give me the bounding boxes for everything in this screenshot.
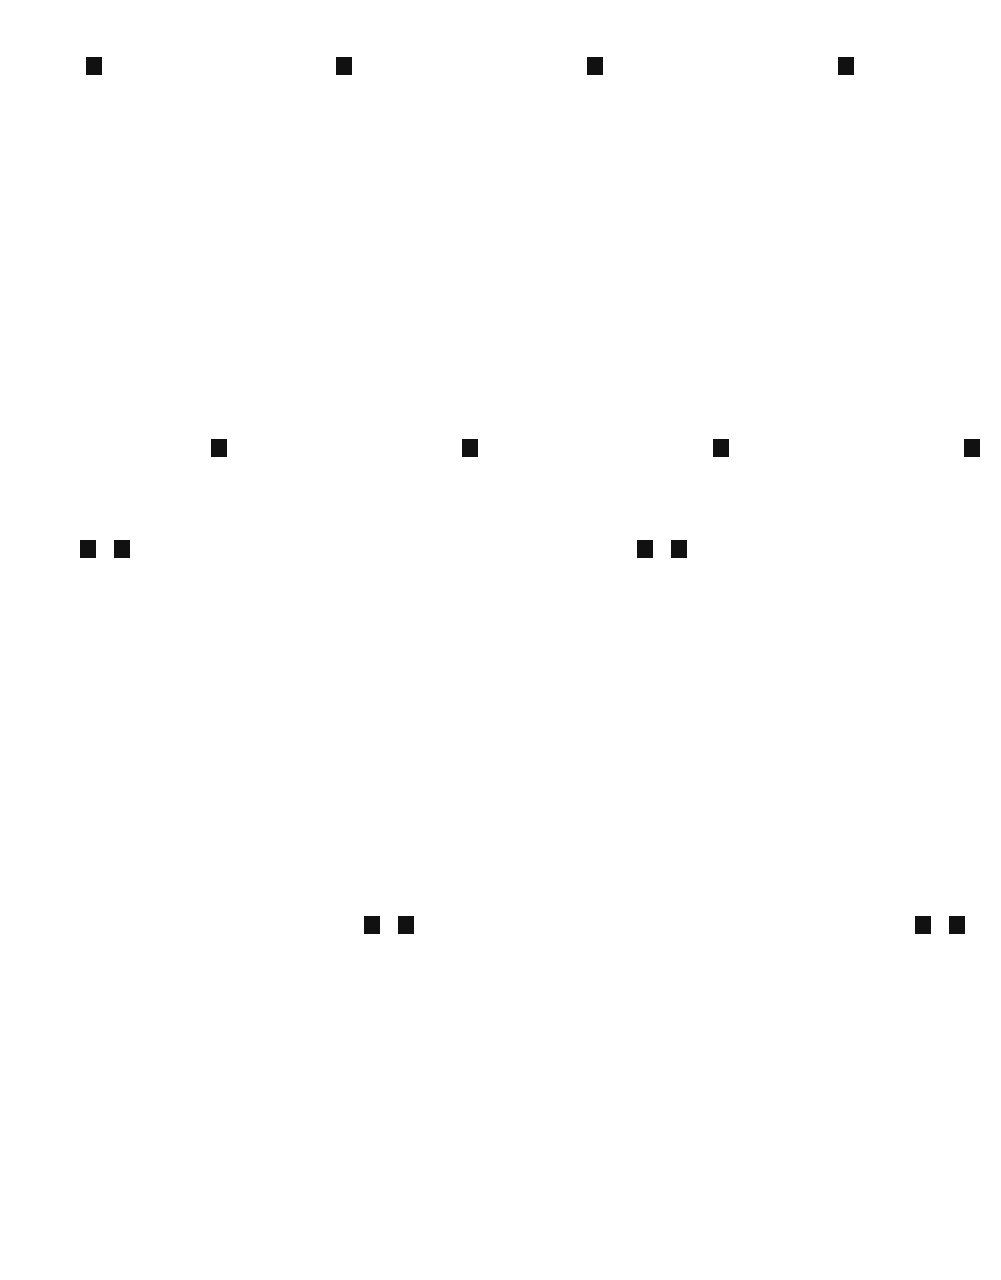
stitch-badge-left	[80, 540, 96, 558]
stitch-badge-right	[949, 916, 965, 934]
stitch-badge-left	[364, 916, 380, 934]
stitch-badge-left	[462, 439, 478, 457]
stitch-badge-left	[915, 916, 931, 934]
stitch-badge-left	[637, 540, 653, 558]
stitch-badge-right	[671, 540, 687, 558]
stitch-badge-left	[336, 57, 352, 75]
stitch-badge-left	[211, 439, 227, 457]
stitch-badge-left	[86, 57, 102, 75]
stitch-badge-right	[398, 916, 414, 934]
stitch-badge-right	[964, 439, 980, 457]
stitch-badge-right	[713, 439, 729, 457]
stitch-badge-right	[838, 57, 854, 75]
stitch-badge-right	[587, 57, 603, 75]
stitch-badge-right	[114, 540, 130, 558]
